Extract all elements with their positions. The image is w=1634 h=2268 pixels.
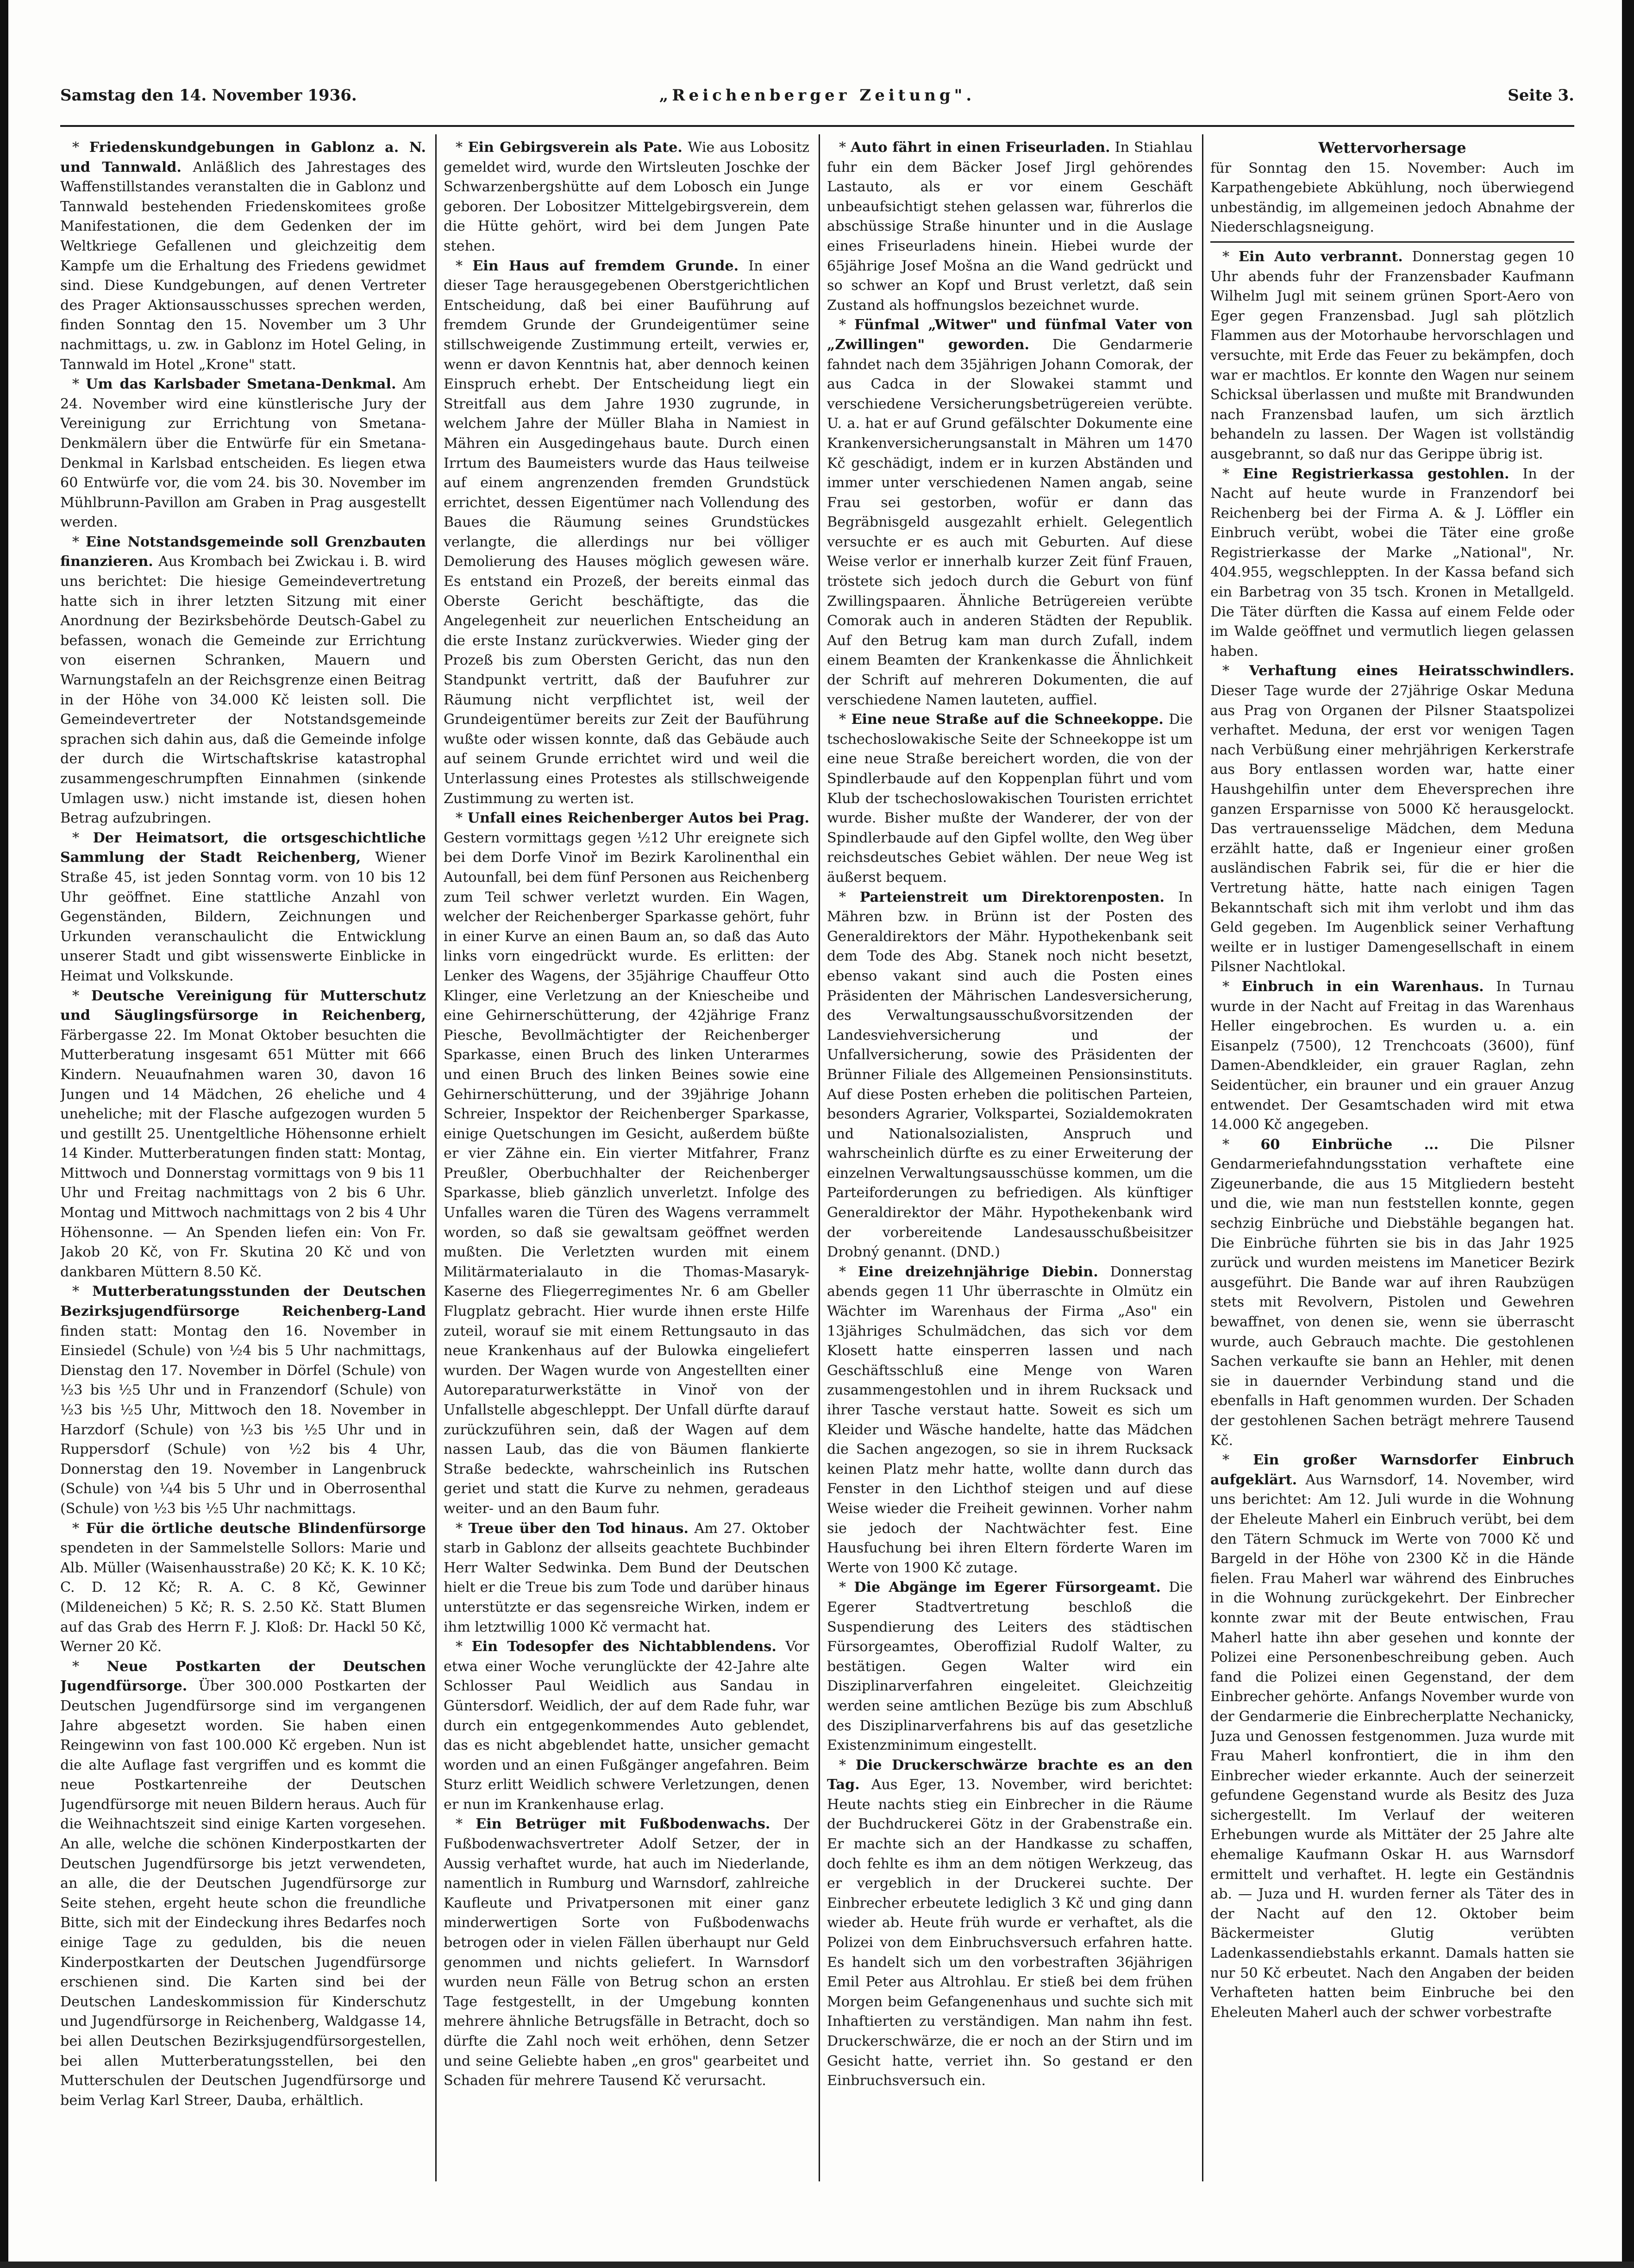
article-marker: *: [456, 139, 468, 156]
article-title: Ein Todesopfer des Nichtabblendens.: [471, 1639, 776, 1655]
article-title: Der Heimatsort, die ortsgeschichtliche Sammlung der Stadt Reichenberg,: [60, 829, 426, 866]
article-marker: *: [456, 258, 473, 274]
article: [60, 829, 426, 986]
column-rule-2: [819, 134, 820, 2181]
header-date: Samstag den 14. November 1936.: [60, 86, 357, 105]
article: [60, 1282, 426, 1519]
article-title: Ein Gebirgsverein als Pate.: [468, 139, 682, 156]
article-marker: *: [839, 317, 854, 333]
article-marker: *: [839, 1263, 858, 1280]
article-body: Die Gendarmerie fahndet nach dem 35jährigen Johann Comorak, der aus Cadca in der Slowakei stammt und verschiedene Versicherungsbetrügereien verübte. U. a. hat er auf Grund gefälschter Dokumente eine Krankenversicherungsanstalt in Mähren um 1470 Kč geschädigt, indem er in kurzen Abständen und immer unter verschiedenen Namen angab, seine Frau sei gestorben, wofür er dann das Begräbnisgeld ausgezahlt erhielt. Gelegentlich versuchte er es auch mit Geburten. Auf diese Weise verlor er innerhalb kurzer Zeit fünf Frauen, tröstete sich jedoch durch die Geburt von fünf Zwillingspaaren. Ähnliche Betrügereien verübte Comorak auch in anderen Städten der Republik. Auf den Betrug kam man durch Zufall, indem einem Beamten der Krankenkasse die Ähnlichkeit der Schrift auf mehreren Dokumenten, die auf verschiedene Namen lauteten, auffiel.: [827, 336, 1193, 708]
article-title: Deutsche Vereinigung für Mutterschutz und Säuglingsfürsorge in Reichenberg,: [60, 987, 426, 1024]
article-title: Ein großer Warnsdorfer Einbruch aufgeklärt.: [1210, 1452, 1574, 1488]
weather-title: Wettervorhersage: [1318, 139, 1466, 157]
article: [444, 257, 809, 809]
masthead: „Reichenberger Zeitung".: [659, 86, 976, 105]
article-marker: *: [72, 987, 91, 1004]
article-marker: *: [456, 1816, 476, 1833]
article-title: Ein Auto verbrannt.: [1238, 248, 1403, 265]
article-title: Eine Notstandsgemeinde soll Grenzbauten finanzieren.: [60, 534, 426, 570]
article-title: Auto fährt in einen Friseurladen.: [851, 139, 1110, 156]
column-rule-3: [1202, 134, 1203, 2181]
article: [444, 1519, 809, 1638]
article-title: Verhaftung eines Heiratsschwindlers.: [1249, 663, 1574, 679]
article: [444, 1637, 809, 1815]
column-rule-1: [435, 134, 437, 2181]
article-body: Gestern vormittags gegen ½12 Uhr ereignete sich bei dem Dorfe Vinoř im Bezirk Karolinenthal ein Autounfall, bei dem fünf Personen aus Reichenberg zum Teil schwer verletzt wurden. Ein Wagen, welcher der Reichenberger Sparkasse gehört, fuhr in einer Kurve an einen Baum an, so daß das Auto links vorn eingedrückt wurde. Es erlitten: der Lenker des Wagens, der 35jährige Chauffeur Otto Klinger, eine Verletzung an der Kniescheibe und eine Gehirnerschütterung, der 42jährige Franz Piesche, Bevollmächtigter der Reichenberger Sparkasse, einen Bruch des linken Unterarmes und einen Bruch des linken Beines sowie eine Gehirnerschütterung, und der 39jährige Johann Schreier, Inspektor der Reichenberger Sparkasse, einige Quetschungen im Gesicht, außerdem büßte er vier Zähne ein. Ein vierter Mitfahrer, Franz Preußler, Oberbuchhalter der Reichenberger Sparkasse, blieb gänzlich unverletzt. Infolge des Unfalles waren die Türen des Wagens verrammelt worden, so daß sie gewaltsam geöffnet werden mußten. Die Verletzten wurden mit einem Militärmaterialauto in die Thomas-Masaryk-Kaserne des Fliegerregimentes Nr. 6 am Gbeller Flugplatz gebracht. Hier wurde ihnen erste Hilfe zuteil, worauf sie mit einem Rettungsauto in das neue Krankenhaus auf der Bulowka eingeliefert wurden. Der Wagen wurde von Angestellten einer Autoreparaturwerkstätte in Vinoř von der Unfallstelle abgeschleppt. Der Unfall dürfte darauf zurückzuführen sein, daß der Wagen auf dem nassen Laub, das die von Bäumen flankierte Straße bedeckte, wahrscheinlich ins Rutschen geriet und statt die Kurve zu nehmen, geradeaus weiter- und an den Baum fuhr.: [444, 829, 809, 1517]
article-body: Dieser Tage wurde der 27jährige Oskar Meduna aus Prag von Organen der Pilsner Staatspolizei verhaftet. Meduna, der erst vor wenigen Tagen nach Verbüßung einer mehrjährigen Kerkerstrafe aus Bory entlassen worden war, hatte einer Haushgehilfin unter dem Eheversprechen ihre ganzen Ersparnisse von 5000 Kč herausgelockt. Das vertrauensselige Mädchen, dem Meduna erzählt hatte, daß er Ingenieur einer großen ausländischen Fabrik sei, für die er hier die Vertretung hätte, hatte nach einigen Tagen Bekanntschaft sich mit ihm verlobt und ihm das Geld gegeben. Im Augenblick seiner Verhaftung weilte er in lustiger Damengesellschaft in einem Pilsner Nachtlokal.: [1210, 683, 1574, 975]
article: [827, 888, 1193, 1263]
article-marker: *: [839, 139, 851, 156]
article: [1210, 1451, 1574, 2023]
article-body: Die Egerer Stadtvertretung beschloß die Suspendierung des Leiters des städtischen Fürsorgeamtes, Oberoffizial Rudolf Walter, zu bestätigen. Gegen Walter wird ein Disziplinarverfahren eingeleitet. Gleichzeitig werden seine amtlichen Bezüge bis zum Abschluß des Disziplinarverfahrens bis auf das gesetzliche Existenzminimum eingestellt.: [827, 1579, 1193, 1754]
article-title: Treue über den Tod hinaus.: [468, 1520, 689, 1537]
column-4-articles: [1210, 247, 1574, 2023]
column-1: [60, 138, 426, 2194]
article: [60, 1657, 426, 2111]
article-marker: *: [1222, 1136, 1261, 1153]
article-title: Die Abgänge im Egerer Fürsorgeamt.: [854, 1579, 1161, 1596]
article: [444, 1815, 809, 2091]
article-body: In Mähren bzw. in Brünn ist der Posten des Generaldirektors der Mähr. Hypothekenbank seit dem Tode des Abg. Stanek noch nicht besetzt, ebenso vakant sind auch die Posten eines Präsidenten der Mährischen Landesversicherung, des Verwaltungsausschußvorsitzenden der Landesviehversicherung und der Unfallversicherung, sowie des Präsidenten der Brünner Filiale des Allgemeinen Pensionsinstituts. Auf diese Posten erheben die politischen Parteien, besonders Agrarier, Volkspartei, Sozialdemokraten und Nationalsozialisten, Anspruch und wahrscheinlich dürfte es zu einer Erweiterung der einzelnen Verwaltungsausschüsse kommen, um die Parteiforderungen zu befriedigen. Als künftiger Generaldirektor der Mähr. Hypothekenbank wird der vorbereitende Landesausschußbeisitzer Drobný genannt. (DND.): [827, 889, 1193, 1261]
article-marker: *: [72, 534, 86, 550]
article: [1210, 247, 1574, 465]
article: [827, 315, 1193, 710]
article-marker: *: [839, 1757, 856, 1773]
article-title: Neue Postkarten der Deutschen Jugendfürsorge.: [60, 1658, 426, 1695]
weather-body: für Sonntag den 15. November: Auch im Karpathengebiete Abkühlung, noch überwiegend unbeständig, im allgemeinen jedoch Abnahme der Niederschlagsneigung.: [1210, 160, 1574, 236]
article-body: Die tschechoslowakische Seite der Schneekoppe ist um eine neue Straße bereichert worden, die von der Spindlerbaude auf den Koppenplan führt und vom Klub der tschechoslowakischen Touristen errichtet wurde. Bisher mußte der Wanderer, der von der Spindlerbaude auf den Gipfel wollte, den Weg über reichsdeutsches Gebiet wählen. Der neue Weg ist äußerst bequem.: [827, 711, 1193, 886]
article: [1210, 465, 1574, 662]
article-marker: *: [72, 1520, 86, 1537]
article-body: Anläßlich des Jahrestages des Waffenstillstandes veranstalten die in Gablonz und Tannwald bestehenden Friedenskomitees große Manifestationen, die dem Gedenken der im Weltkriege Gefallenen und gleichzeitig dem Kampfe um die Erhaltung des Friedens gewidmet sind. Diese Kundgebungen, auf denen Vertreter des Prager Aktionsausschusses sprechen werden, finden Sonntag den 15. November um 3 Uhr nachmittags, u. zw. in Gablonz im Hotel Geling, in Tannwald im Hotel „Krone" statt.: [60, 159, 426, 373]
article: [1210, 1135, 1574, 1451]
article-body: Die Pilsner Gendarmeriefahndungsstation verhaftete eine Zigeunerbande, die aus 15 Mitgliedern besteht und die, wie man nun feststellen konnte, gegen sechzig Einbrüche und Diebstähle begangen hat. Die Einbrüche führten sie bis in das Jahr 1925 zurück und wurden meistens im Maneticer Bezirk ausgeführt. Die Bande war auf ihren Raubzügen stets mit Revolvern, Pistolen und Gewehren bewaffnet, von denen sie, wenn sie überrascht wurde, auch Gebrauch machte. Die gestohlenen Sachen verkaufte sie bann an Hehler, mit denen sie in dauernder Verbindung stand und die ebenfalls in Haft genommen wurden. Der Schaden der gestohlenen Sachen beträgt mehrere Tausend Kč.: [1210, 1136, 1574, 1449]
article-body: In Turnau wurde in der Nacht auf Freitag in das Warenhaus Heller eingebrochen. Es wurden u. a. ein Eisanpelz (7500), 12 Trenchcoats (3600), fünf Damen-Abendkleider, ein grauer Raglan, zehn Seidentücher, ein brauner und ein grauer Anzug entwendet. Der Gesamtschaden wird mit etwa 14.000 Kč angegeben.: [1210, 978, 1574, 1133]
article-marker: *: [456, 810, 468, 827]
article-body: Wiener Straße 45, ist jeden Sonntag vorm. von 10 bis 12 Uhr geöffnet. Eine stattliche Anzahl von Gegenständen, Bildern, Zeichnungen und Urkunden veranschaulicht die Entwicklung unserer Stadt und gibt wissenswerte Einblicke in Heimat und Volkskunde.: [60, 849, 426, 984]
article-body: Am 27. Oktober starb in Gablonz der allseits geachtete Buchbinder Herr Walter Sedwinka. Dem Bund der Deutschen hielt er die Treue bis zum Tode und darüber hinaus unterstützte er das segensreiche Wirken, indem er ihm letztwillig 1000 Kč vermacht hat.: [444, 1520, 809, 1635]
article-marker: *: [839, 711, 851, 728]
article-marker: *: [1222, 663, 1249, 679]
article-title: Unfall eines Reichenberger Autos bei Prag.: [467, 810, 809, 827]
article-body: Wie aus Lobositz gemeldet wird, wurde den Wirtsleuten Joschke der Schwarzenbergshütte auf dem Lobosch ein Junge geboren. Der Lobositzer Mittelgebirgsverein, dem die Hütte gehört, wird bei dem Jungen Pate stehen.: [444, 139, 809, 254]
article-body: Färbergasse 22. Im Monat Oktober besuchten die Mutterberatung insgesamt 651 Mütter mit 666 Kindern. Neuaufnahmen waren 30, davon 16 Jungen und 14 Mädchen, 26 eheliche und 4 uneheliche; mit der Flasche aufgezogen wurden 5 und gestillt 25. Unentgeltliche Höhensonne erhielt 14 Kinder. Mutterberatungen finden statt: Montag, Mittwoch und Donnerstag vormittags von 9 bis 11 Uhr und Freitag nachmittags von 2 bis 6 Uhr. Montag und Mittwoch nachmittags von 2 bis 4 Uhr Höhensonne. — An Spenden liefen ein: Von Fr. Jakob 20 Kč, von Fr. Skutina 20 Kč und von dankbaren Müttern 8.50 Kč.: [60, 1027, 426, 1280]
article-body: Aus Eger, 13. November, wird berichtet: Heute nachts stieg ein Einbrecher in die Räume der Buchdruckerei Götz in der Grabenstraße ein. Er machte sich an der Handkasse zu schaffen, doch fehlte es ihm an dem nötigen Werkzeug, das er vergeblich in der Druckerei suchte. Der Einbrecher erbeutete lediglich 3 Kč und ging dann wieder ab. Heute früh wurde er verhaftet, als die Polizei von dem Einbruchsversuch erfahren hatte. Es handelt sich um den vorbestraften 36jährigen Emil Peter aus Altrohlau. Er stieß bei dem frühen Morgen beim Gefangenenhaus und suchte sich mit Inhaftierten zu verständigen. Man nahm ihn fest. Druckerschwärze, die er noch an der Stirn und im Gesicht hatte, verriet ihn. So gestand er den Einbruchsversuch ein.: [827, 1777, 1193, 2089]
article-title: Ein Betrüger mit Fußbodenwachs.: [476, 1816, 770, 1833]
article-title: Friedenskundgebungen in Gablonz a. N. und Tannwald.: [60, 139, 426, 176]
article-body: Über 300.000 Postkarten der Deutschen Jugendfürsorge sind im vergangenen Jahre abgesetzt worden. Sie haben einen Reingewinn von fast 100.000 Kč ergeben. Nun ist die alte Auflage fast vergriffen und es kommt die neue Postkartenreihe der Deutschen Jugendfürsorge mit neuen Bildern heraus. Auch für die Weihnachtszeit sind einige Karten vorgesehen. An alle, welche die schönen Kinderpostkarten der Deutschen Jugendfürsorge bis jetzt verwendeten, an alle, die der Deutschen Jugendfürsorge zur Seite stehen, ergeht heute schon die freundliche Bitte, sich mit der Eindeckung ihres Bedarfes noch einige Tage zu gedulden, bis die neuen Kinderpostkarten der Deutschen Jugendfürsorge erschienen sind. Die Karten sind bei der Deutschen Landeskommission für Kinderschutz und Jugendfürsorge in Reichenberg, Waldgasse 14, bei allen Deutschen Bezirksjugendfürsorgestellen, bei allen Mutterberatungsstellen, bei den Mutterschulen der Deutschen Jugendfürsorge und beim Verlag Karl Streer, Dauba, erhältlich.: [60, 1678, 426, 2109]
article-body: In Stiahlau fuhr ein dem Bäcker Josef Jirgl gehörendes Lastauto, als er vor einem Geschäft unbeaufsichtigt stehen gelassen war, führerlos die abschüssige Straße hinunter und in die Auslage eines Friseurladens hinein. Hiebei wurde der 65jährige Josef Mošna an die Wand gedrückt und so schwer an Kopf und Brust verletzt, daß sein Zustand als hoffnungslos bezeichnet wurde.: [827, 139, 1193, 314]
article-body: Donnerstag abends gegen 11 Uhr überraschte in Olmütz ein Wächter im Warenhaus der Firma „Aso" ein 13jähriges Schulmädchen, das sich vor dem Klosett hatte einsperren lassen und nach Geschäftsschluß eine Menge von Waren zusammengestohlen und in ihrem Rucksack und ihrer Tasche verstaut hatte. Soweit es sich um Kleider und Wäsche handelte, hatte das Mädchen die Sachen angezogen, so sie in ihrem Rucksack keinen Platz mehr hatte, wollte dann durch das Fenster in den Lichthof steigen und auf diese Weise wieder die Freiheit gewinnen. Vorher nahm sie jedoch der Nachtwächter fest. Eine Hausfuchung bei ihren Eltern förderte Waren im Werte von 1900 Kč zutage.: [827, 1263, 1193, 1576]
article-title: Mutterberatungsstunden der Deutschen Bezirksjugendfürsorge Reichenberg-Land: [60, 1283, 426, 1320]
article-body: Aus Krombach bei Zwickau i. B. wird uns berichtet: Die hiesige Gemeindevertretung hatte sich in ihrer letzten Sitzung mit einer Anordnung der Bezirksbehörde Deutsch-Gabel zu befassen, wonach die Gemeinde zur Errichtung von eisernen Schranken, Mauern und Warnungstafeln an der Reichsgrenze einen Beitrag in der Höhe von 34.000 Kč leisten soll. Die Gemeindevertreter der Notstandsgemeinde sprachen sich dahin aus, daß die Gemeinde infolge der durch die Wirtschaftskrise katastrophal zusammengeschrumpften Einnahmen (sinkende Umlagen usw.) nicht imstande ist, diesen hohen Betrag aufzubringen.: [60, 553, 426, 827]
article-body: finden statt: Montag den 16. November in Einsiedel (Schule) von ½4 bis 5 Uhr nachmittags, Dienstag den 17. November in Dörfel (Schule) von ½3 bis ½5 Uhr und in Franzendorf (Schule) von ½3 bis ½5 Uhr, Mittwoch den 18. November in Harzdorf (Schule) von ½3 bis ½5 Uhr und in Ruppersdorf (Schule) von ½2 bis 4 Uhr, Donnerstag den 19. November in Langenbruck (Schule) von ¼4 bis 5 Uhr und in Oberrosenthal (Schule) von ½3 bis ½5 Uhr nachmittags.: [60, 1323, 426, 1517]
article-title: Ein Haus auf fremdem Grunde.: [472, 258, 739, 274]
article-title: Für die örtliche deutsche Blindenfürsorge: [86, 1520, 426, 1537]
article-body: Aus Warnsdorf, 14. November, wird uns berichtet: Am 12. Juli wurde in die Wohnung der Eheleute Maherl ein Einbruch verübt, bei dem den Tätern Schmuck im Werte von 7000 Kč und Bargeld in der Höhe von 2300 Kč in die Hände fielen. Frau Maherl war während des Einbruches in die Wohnung zurückgekehrt. Der Einbrecher konnte zwar mit der Beute entwischen, Frau Maherl hatte ihn aber gesehen und konnte der Polizei eine Personenbeschreibung geben. Auch fand die Polizei einen Gegenstand, der dem Einbrecher gehörte. Anfangs November wurde von der Gendarmerie die Einbrecherplatte Nechanicky, Juza und Genossen festgenommen. Juza wurde mit Frau Maherl konfrontiert, die in ihm den Einbrecher wieder erkannte. Auch der seinerzeit gefundene Gegenstand wurde als Besitz des Juza sichergestellt. Im Verlauf der weiteren Erhebungen wurde als Mittäter der 25 Jahre alte ehemalige Kaufmann Oskar H. aus Warnsdorf ermittelt und verhaftet. H. legte ein Geständnis ab. — Juza und H. wurden ferner als Täter des in der Nacht auf den 12. Oktober beim Bäckermeister Glutig verübten Ladenkassendiebstahls erkannt. Damals hatten sie nur 50 Kč erbeutet. Nach den Angaben der beiden Verhafteten hatten beim Einbruche bei den Eheleuten Maherl auch der schwer vorbestrafte: [1210, 1471, 1574, 2021]
article-title: Die Druckerschwärze brachte es an den Tag.: [827, 1757, 1193, 1793]
article-title: Um das Karlsbader Smetana-Denkmal.: [86, 376, 396, 393]
article-marker: *: [839, 1579, 854, 1596]
article-marker: *: [456, 1639, 472, 1655]
article-title: Parteienstreit um Direktorenposten.: [859, 889, 1164, 905]
article-body: Donnerstag gegen 10 Uhr abends fuhr der Franzensbader Kaufmann Wilhelm Jugl mit seinem grünen Sport-Aero von Eger gegen Franzensbad. Jugl sah plötzlich Flammen aus der Motorhaube hervorschlagen und versuchte, mit Erde das Feuer zu bekämpfen, doch war er machtlos. Er konnte den Wagen nur seinem Schicksal überlassen und mußte mit Brandwunden nach Franzensbad laufen, um sich ärztlich behandeln zu lassen. Der Wagen ist vollständig ausgebrannt, so daß nur das Gerippe übrig ist.: [1210, 248, 1574, 462]
article-body: In der Nacht auf heute wurde in Franzendorf bei Reichenberg bei der Firma A. & J. Löffler ein Einbruch verübt, wobei die Täter eine große Registrierkasse der Marke „National", Nr. 404.955, wegschleppten. In der Kassa befand sich ein Barbetrag von 35 tsch. Kronen in Metallgeld. Die Täter dürften die Kassa auf einem Felde oder im Walde geöffnet und vermutlich liegen gelassen haben.: [1210, 465, 1574, 660]
article: [60, 986, 426, 1282]
article: [1210, 977, 1574, 1135]
weather-rule: [1210, 241, 1574, 243]
article-marker: *: [1222, 978, 1242, 995]
article: [1210, 661, 1574, 977]
article-title: Eine Registrierkassa gestohlen.: [1242, 465, 1509, 482]
article-marker: *: [72, 829, 93, 846]
article-marker: *: [1222, 248, 1239, 265]
article-marker: *: [1222, 465, 1243, 482]
article: [60, 138, 426, 375]
scan-edge-bottom: [0, 2262, 1634, 2268]
article: [60, 533, 426, 829]
article: [60, 375, 426, 533]
article-body: In einer dieser Tage herausgegebenen Oberstgerichtlichen Entscheidung, daß bei einer Bauführung auf fremdem Grunde der Grundeigentümer seine stillschweigende Zustimmung erteilt, verwies er, wenn er davon Kenntnis hat, aber dennoch keinen Einspruch erhebt. Der Entscheidung liegt ein Streitfall aus dem Jahre 1930 zugrunde, in welchem Jahre der Müller Blaha in Namiest in Mähren ein Ausgedingehaus baute. Durch einen Irrtum des Baumeisters wurde das Haus teilweise auf einem angrenzenden fremden Grundstück errichtet, dessen Eigentümer nach Vollendung des Baues die Räumung seines Grundstückes verlangte, die allerdings nur bei völliger Demolierung des Hauses möglich gewesen wäre. Es entstand ein Prozeß, der bereits einmal das Oberste Gericht beschäftigte, das die Angelegenheit zur neuerlichen Entscheidung an die erste Instanz zurückverwies. Wieder ging der Prozeß bis zum Obersten Gericht, das nun den Standpunkt vertritt, daß der Baufuhrer zur Räumung nicht verpflichtet ist, weil der Grundeigentümer bereits zur Zeit der Bauführung wußte oder wissen konnte, daß das Gebäude auch auf seinem Grunde errichtet wird und weil die Unterlassung eines Protestes als stillschweigende Zustimmung zu werten ist.: [444, 258, 809, 807]
article-title: Fünfmal „Witwer" und fünfmal Vater von „Zwillingen" geworden.: [827, 317, 1193, 353]
article-marker: *: [72, 1658, 107, 1675]
article-marker: *: [72, 376, 86, 393]
article-title: 60 Einbrüche ...: [1260, 1136, 1439, 1153]
column-3: [827, 138, 1193, 2194]
article-body: spendeten in der Sammelstelle Sollors: Marie und Alb. Müller (Waisenhausstraße) 20 Kč; K. K. 10 Kč; C. D. 12 Kč; R. A. C. 8 Kč, Gewinner (Mildeneichen) 5 Kč; R. S. 2.50 Kč. Statt Blumen auf das Grab des Herrn F. J. Kloß: Dr. Hackl 50 Kč, Werner 20 Kč.: [60, 1540, 426, 1655]
scan-edge-right: [1622, 0, 1634, 2268]
article-marker: *: [72, 139, 89, 156]
scan-edge-left: [0, 0, 8, 2268]
article-title: Einbruch in ein Warenhaus.: [1241, 978, 1484, 995]
article: [444, 809, 809, 1519]
article-body: Vor etwa einer Woche verunglückte der 42-Jahre alte Schlosser Paul Weidlich aus Sandau in Güntersdorf. Weidlich, der auf dem Rade fuhr, war durch ein entgegenkommendes Auto geblendet, das es nicht abgeblendet hatte, unsicher gemacht worden und an einen Fußgänger angefahren. Beim Sturz erlitt Weidlich schwere Verletzungen, denen er nun im Krankenhause erlag.: [444, 1639, 809, 1813]
article-marker: *: [456, 1520, 469, 1537]
page-header: [60, 86, 1574, 115]
article: [827, 1263, 1193, 1578]
article-marker: *: [1222, 1452, 1253, 1469]
article-body: Am 24. November wird eine künstlerische Jury der Vereinigung zur Errichtung von Smetana-Denkmälern über die Entwürfe für ein Smetana-Denkmal in Karlsbad entscheiden. Es liegen etwa 60 Entwürfe vor, die vom 24. bis 30. November im Mühlbrunn-Pavillon am Graben in Prag ausgestellt werden.: [60, 376, 426, 531]
article: [827, 1578, 1193, 1755]
article-title: Eine dreizehnjährige Diebin.: [858, 1263, 1098, 1280]
article: [827, 138, 1193, 315]
column-4: [1210, 138, 1574, 2194]
article: [827, 1756, 1193, 2091]
header-rule: [60, 125, 1574, 127]
page-number: Seite 3.: [1508, 86, 1574, 105]
article: [444, 138, 809, 257]
article-body: Der Fußbodenwachsvertreter Adolf Setzer, der in Aussig verhaftet wurde, hat auch im Niederlande, namentlich in Rumburg und Warnsdorf, zahlreiche Kaufleute und Privatpersonen mit einer ganz minderwertigen Sorte von Fußbodenwachs betrogen oder in vielen Fällen überhaupt nur Geld genommen und nichts geliefert. In Warnsdorf wurden neun Fälle von Betrug schon an ersten Tage festgestellt, in der Umgebung konnten mehrere ähnliche Betrugsfälle in Betracht, doch so dürfte die Zahl noch weit erhöhen, denn Setzer und seine Geliebte haben „en gros" gearbeitet und Schaden für mehrere Tausend Kč verursacht.: [444, 1816, 809, 2089]
article-marker: *: [839, 889, 860, 905]
column-2: [444, 138, 809, 2194]
article-title: Eine neue Straße auf die Schneekoppe.: [851, 711, 1164, 728]
article: [827, 710, 1193, 887]
article: [60, 1519, 426, 1657]
article-marker: *: [72, 1283, 93, 1300]
